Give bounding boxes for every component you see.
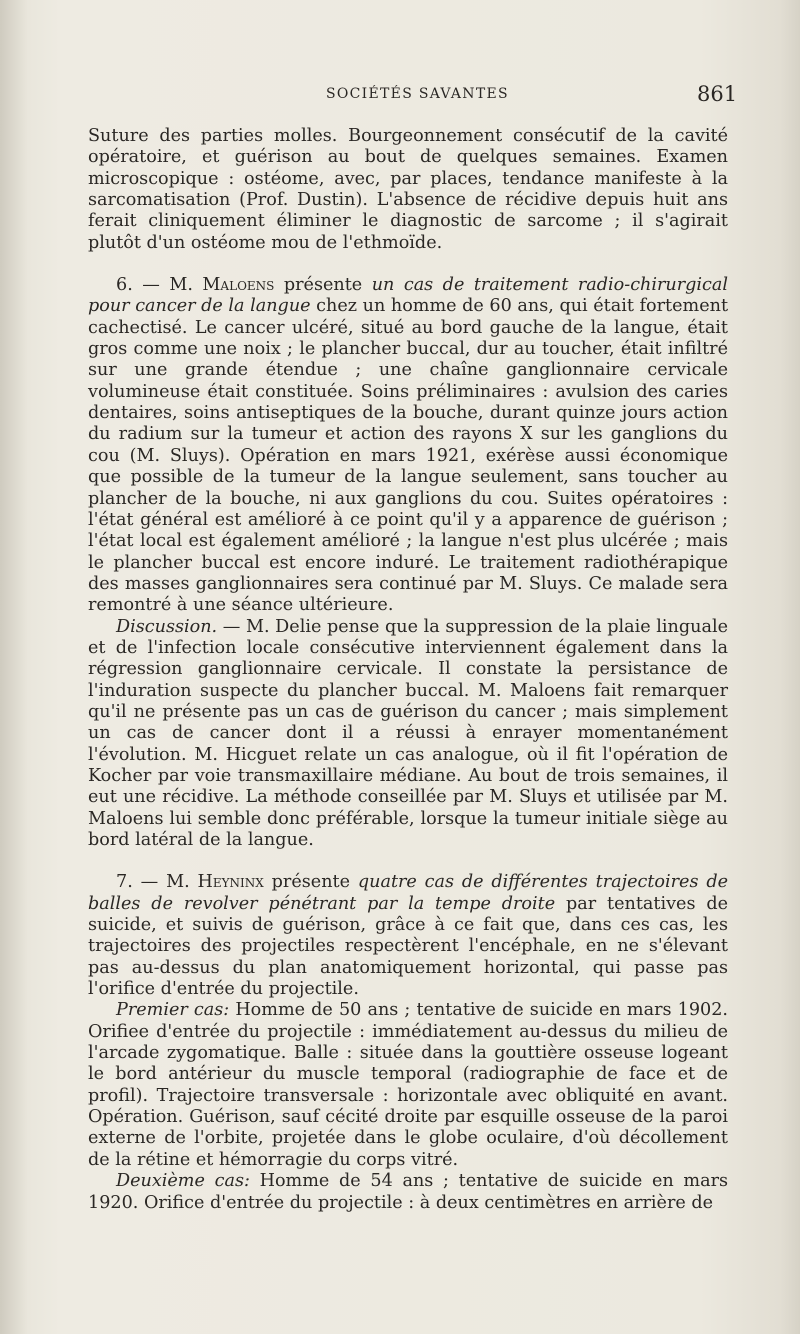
first-case-paragraph — [88, 1000, 728, 1171]
body-text — [88, 126, 728, 1214]
page-header — [0, 82, 800, 110]
case-label: Deuxième cas: — [116, 1171, 250, 1192]
paragraph-text: — M. Delie pense que la suppression de la plaie linguale et de l'infection locale consécutive interviennent également dans la régression ganglionnaire cervicale. Il constate la persistance de l'induration suspecte du plancher buccal. M. Maloens fait remarquer qu'il ne présente pas un cas de guérison du cancer ; mais simplement un cas de cancer dont il a réussi à enrayer momentanément l'évolution. M. Hicguet relate un cas analogue, où il fit l'opération de Kocher par voie transmaxillaire médiane. Au bout de trois semaines, il eut une récidive. La méthode conseillée par M. Sluys et utilisée par M. Maloens lui semble donc préférable, lorsque la tumeur initiale siège au bord latéral de la langue. — [88, 616, 729, 850]
paragraph-7 — [88, 872, 728, 1000]
verb: présente — [283, 275, 363, 296]
paragraph-1: Suture des parties molles. Bourgeonnement consécutif de la cavité opératoire, et guérison au bout de quelques semaines. Examen microscopique : ostéome, avec, par places, tendance manifeste à la sarcomatisation (Prof. Dustin). L'absence de récidive depuis huit ans ferait cliniquement éliminer le diagnostic de sarcome ; il s'agirait plutôt d'un ostéome mou de l'ethmoïde. — [88, 126, 728, 253]
paragraph-text: Homme de 50 ans ; tentative de suicide en mars 1902. Orifiee d'entrée du projectile : immédiatement au-dessus du milieu de l'arcade zygomatique. Balle : située dans la gouttière osseuse logeant le bord antérieur du muscle temporal (radiographie de face et de profil). Trajectoire transversale : horizontale avec obliquité en avant. Opération. Guérison, sauf cécité droite par esquille osseuse de la paroi externe de l'orbite, projetée dans le globe oculaire, d'où décollement de la rétine et hémorragie du corps vitré. — [88, 1000, 729, 1170]
case-label: Premier cas: — [116, 1000, 230, 1021]
item-number: 6. — — [116, 275, 160, 296]
paragraph-6 — [88, 275, 728, 617]
author-name: M. Maloens — [169, 275, 275, 296]
running-head: SOCIÉTÉS SAVANTES — [326, 86, 509, 102]
paragraph-text: Homme de 54 ans ; tentative de suicide en mars 1920. Orifice d'entrée du projectile : à deux centimètres en arrière de — [88, 1171, 729, 1213]
author-name: M. Heyninx — [166, 872, 264, 893]
verb: présente — [271, 872, 351, 893]
case-title: un cas de traitement radio-chirurgical pour cancer de la langue — [88, 275, 729, 317]
item-number: 7. — — [116, 872, 159, 893]
case-title: quatre cas de différentes trajectoires de balles de revolver pénétrant par la tempe droite — [88, 872, 729, 914]
page-number: 861 — [697, 82, 738, 106]
discussion-paragraph — [88, 617, 728, 852]
paragraph-text: chez un homme de 60 ans, qui était fortement cachectisé. Le cancer ulcéré, situé au bord gauche de la langue, était gros comme une noix ; le plancher buccal, dur au toucher, était infiltré sur une grande étendue ; une chaîne ganglionnaire cervicale volumineuse était constituée. Soins préliminaires : avulsion des caries dentaires, soins antiseptiques de la bouche, durant quinze jours action du radium sur la tumeur et action des rayons X sur les ganglions du cou (M. Sluys). Opération en mars 1921, exérèse aussi économique que possible de la tumeur de la langue seulement, sans toucher au plancher de la bouche, ni aux ganglions du cou. Suites opératoires : l'état général est amélioré à ce point qu'il y a apparence de guérison ; l'état local est également amélioré ; la langue n'est plus ulcérée ; mais le plancher buccal est encore induré. Le traitement radiothérapique des masses ganglionnaires sera continué par M. Sluys. Ce malade sera remontré à une séance ultérieure. — [88, 296, 729, 616]
second-case-paragraph — [88, 1171, 728, 1214]
paragraph-text: par tentatives de suicide, et suivis de guérison, grâce à ce fait que, dans ces cas, les trajectoires des projectiles respectèrent l'encéphale, en ne s'élevant pas au-dessus du plan anatomiquement horizontal, qui passe pas l'orifice d'entrée du projectile. — [88, 893, 728, 1000]
discussion-label: Discussion. — [116, 616, 218, 637]
